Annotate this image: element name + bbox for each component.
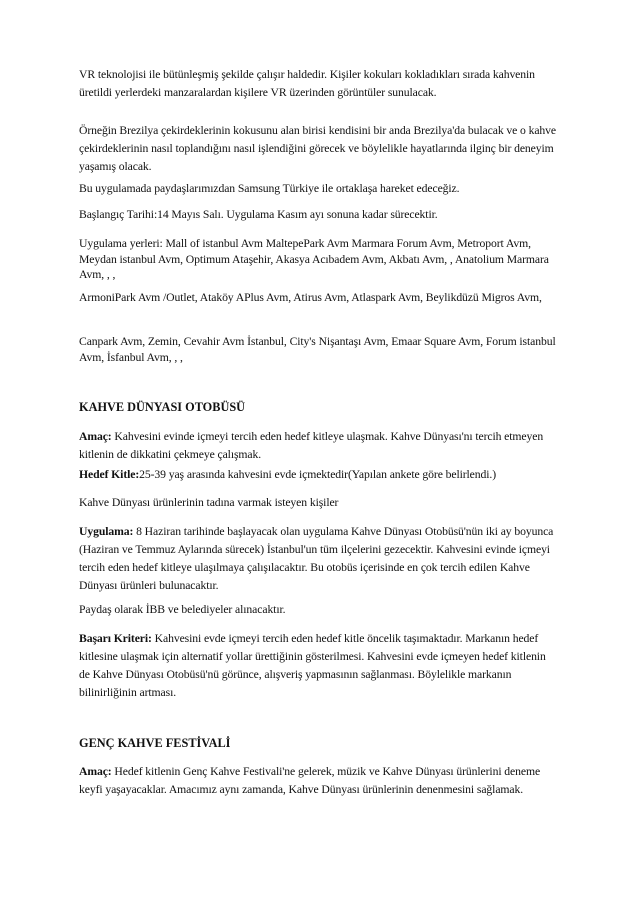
- festival-amac-text: Hedef kitlenin Genç Kahve Festivali'ne gelerek, müzik ve Kahve Dünyası ürünlerini deneme keyfi yaşayacaklar. Amacımız aynı zamanda, Kahve Dünyası ürünlerinin denenmesini sağlamak.: [79, 765, 541, 796]
- uygulama-text: 8 Haziran tarihinde başlayacak olan uygulama Kahve Dünyası Otobüsü'nün iki ay boyunca (Haziran ve Temmuz Aylarında sürecek) İstanbul'un tüm ilçelerini gezecektir. Kahvesini evinde içmeyi tercih eden hedef kitleye ulaşılmaya çalışılacaktır. Bu otobüs içerisinde en çok tercih edilen Kahve Dünyası ürünleri bulunacaktır.: [79, 525, 554, 592]
- festival-amac-label: Amaç:: [79, 765, 112, 778]
- intro-paragraph-locations-3: Canpark Avm, Zemin, Cevahir Avm İstanbul, City's Nişantaşı Avm, Emaar Square Avm, Forum istanbul Avm, İsfanbul Avm, , ,: [79, 335, 556, 364]
- hedef-kitle-label: Hedef Kitle:: [79, 468, 140, 481]
- section1-paydas: Paydaş olarak İBB ve belediyeler alınacaktır.: [79, 603, 286, 616]
- hedef-kitle-text: 25-39 yaş arasında kahvesini evde içmektedir(Yapılan ankete göre belirlendi.): [139, 468, 497, 481]
- section1-uygulama: [79, 523, 559, 595]
- section2-amac: [79, 763, 559, 799]
- section1-hedef-kitle: [79, 466, 559, 484]
- section1-amac: [79, 428, 559, 464]
- intro-paragraph-locations: Uygulama yerleri: Mall of istanbul Avm MaltepePark Avm Marmara Forum Avm, Metroport Avm, Meydan istanbul Avm, Optimum Ataşehir, Akasya Acıbadem Avm, Akbatı Avm, , Anatolium Marmara Avm, , ,: [79, 237, 549, 281]
- uygulama-label: Uygulama:: [79, 525, 134, 538]
- basari-kriteri-label: Başarı Kriteri:: [79, 632, 152, 645]
- intro-paragraph-start-date: Başlangıç Tarihi:14 Mayıs Salı. Uygulama Kasım ayı sonuna kadar sürecektir.: [79, 208, 438, 221]
- amac-text: Kahvesini evinde içmeyi tercih eden hedef kitleye ulaşmak. Kahve Dünyası'nı tercih etmeyen kitlenin de dikkatini çekmeye çalışmak.: [79, 430, 544, 461]
- section1-basari-kriteri: [79, 630, 559, 702]
- basari-kriteri-text: Kahvesini evde içmeyi tercih eden hedef kitle öncelik taşımaktadır. Markanın hedef kitlesine ulaşmak için alternatif yollar ürettiğinin gösterilmesi. Kahvesini evde içmeyen hedef kitlenin de Kahve Dünyası Otobüsü'nü görünce, alışveriş yapmasının sağlanması. Böylelikle markanın bilinirliğinin artması.: [79, 632, 546, 699]
- section1-kahve-urunleri: Kahve Dünyası ürünlerinin tadına varmak isteyen kişiler: [79, 496, 339, 509]
- intro-paragraph-samsung: Bu uygulamada paydaşlarımızdan Samsung Türkiye ile ortaklaşa hareket edeceğiz.: [79, 182, 460, 195]
- intro-paragraph-brazil: Örneğin Brezilya çekirdeklerinin kokusunu alan birisi kendisini bir anda Brezilya'da bulacak ve o kahve çekirdeklerinin nasıl toplandığını nasıl işlendiğini görecek ve böylelikle hayatlarında ilginç bir deneyim yaşamış olacak.: [79, 124, 557, 173]
- section-title-genc-kahve-festivali: GENÇ KAHVE FESTİVALİ: [79, 736, 231, 750]
- intro-paragraph-locations-2: ArmoniPark Avm /Outlet, Ataköy APlus Avm, Atirus Avm, Atlaspark Avm, Beylikdüzü Migros Avm,: [79, 291, 542, 304]
- amac-label: Amaç:: [79, 430, 112, 443]
- intro-paragraph-vr: VR teknolojisi ile bütünleşmiş şekilde çalışır haldedir. Kişiler kokuları kokladıkları sırada kahvenin üretildi yerlerdeki manzaralardan kişilere VR üzerinden görüntüler sunulacak.: [79, 68, 535, 99]
- section-title-kahve-dunyasi-otobusu: KAHVE DÜNYASI OTOBÜSÜ: [79, 400, 246, 414]
